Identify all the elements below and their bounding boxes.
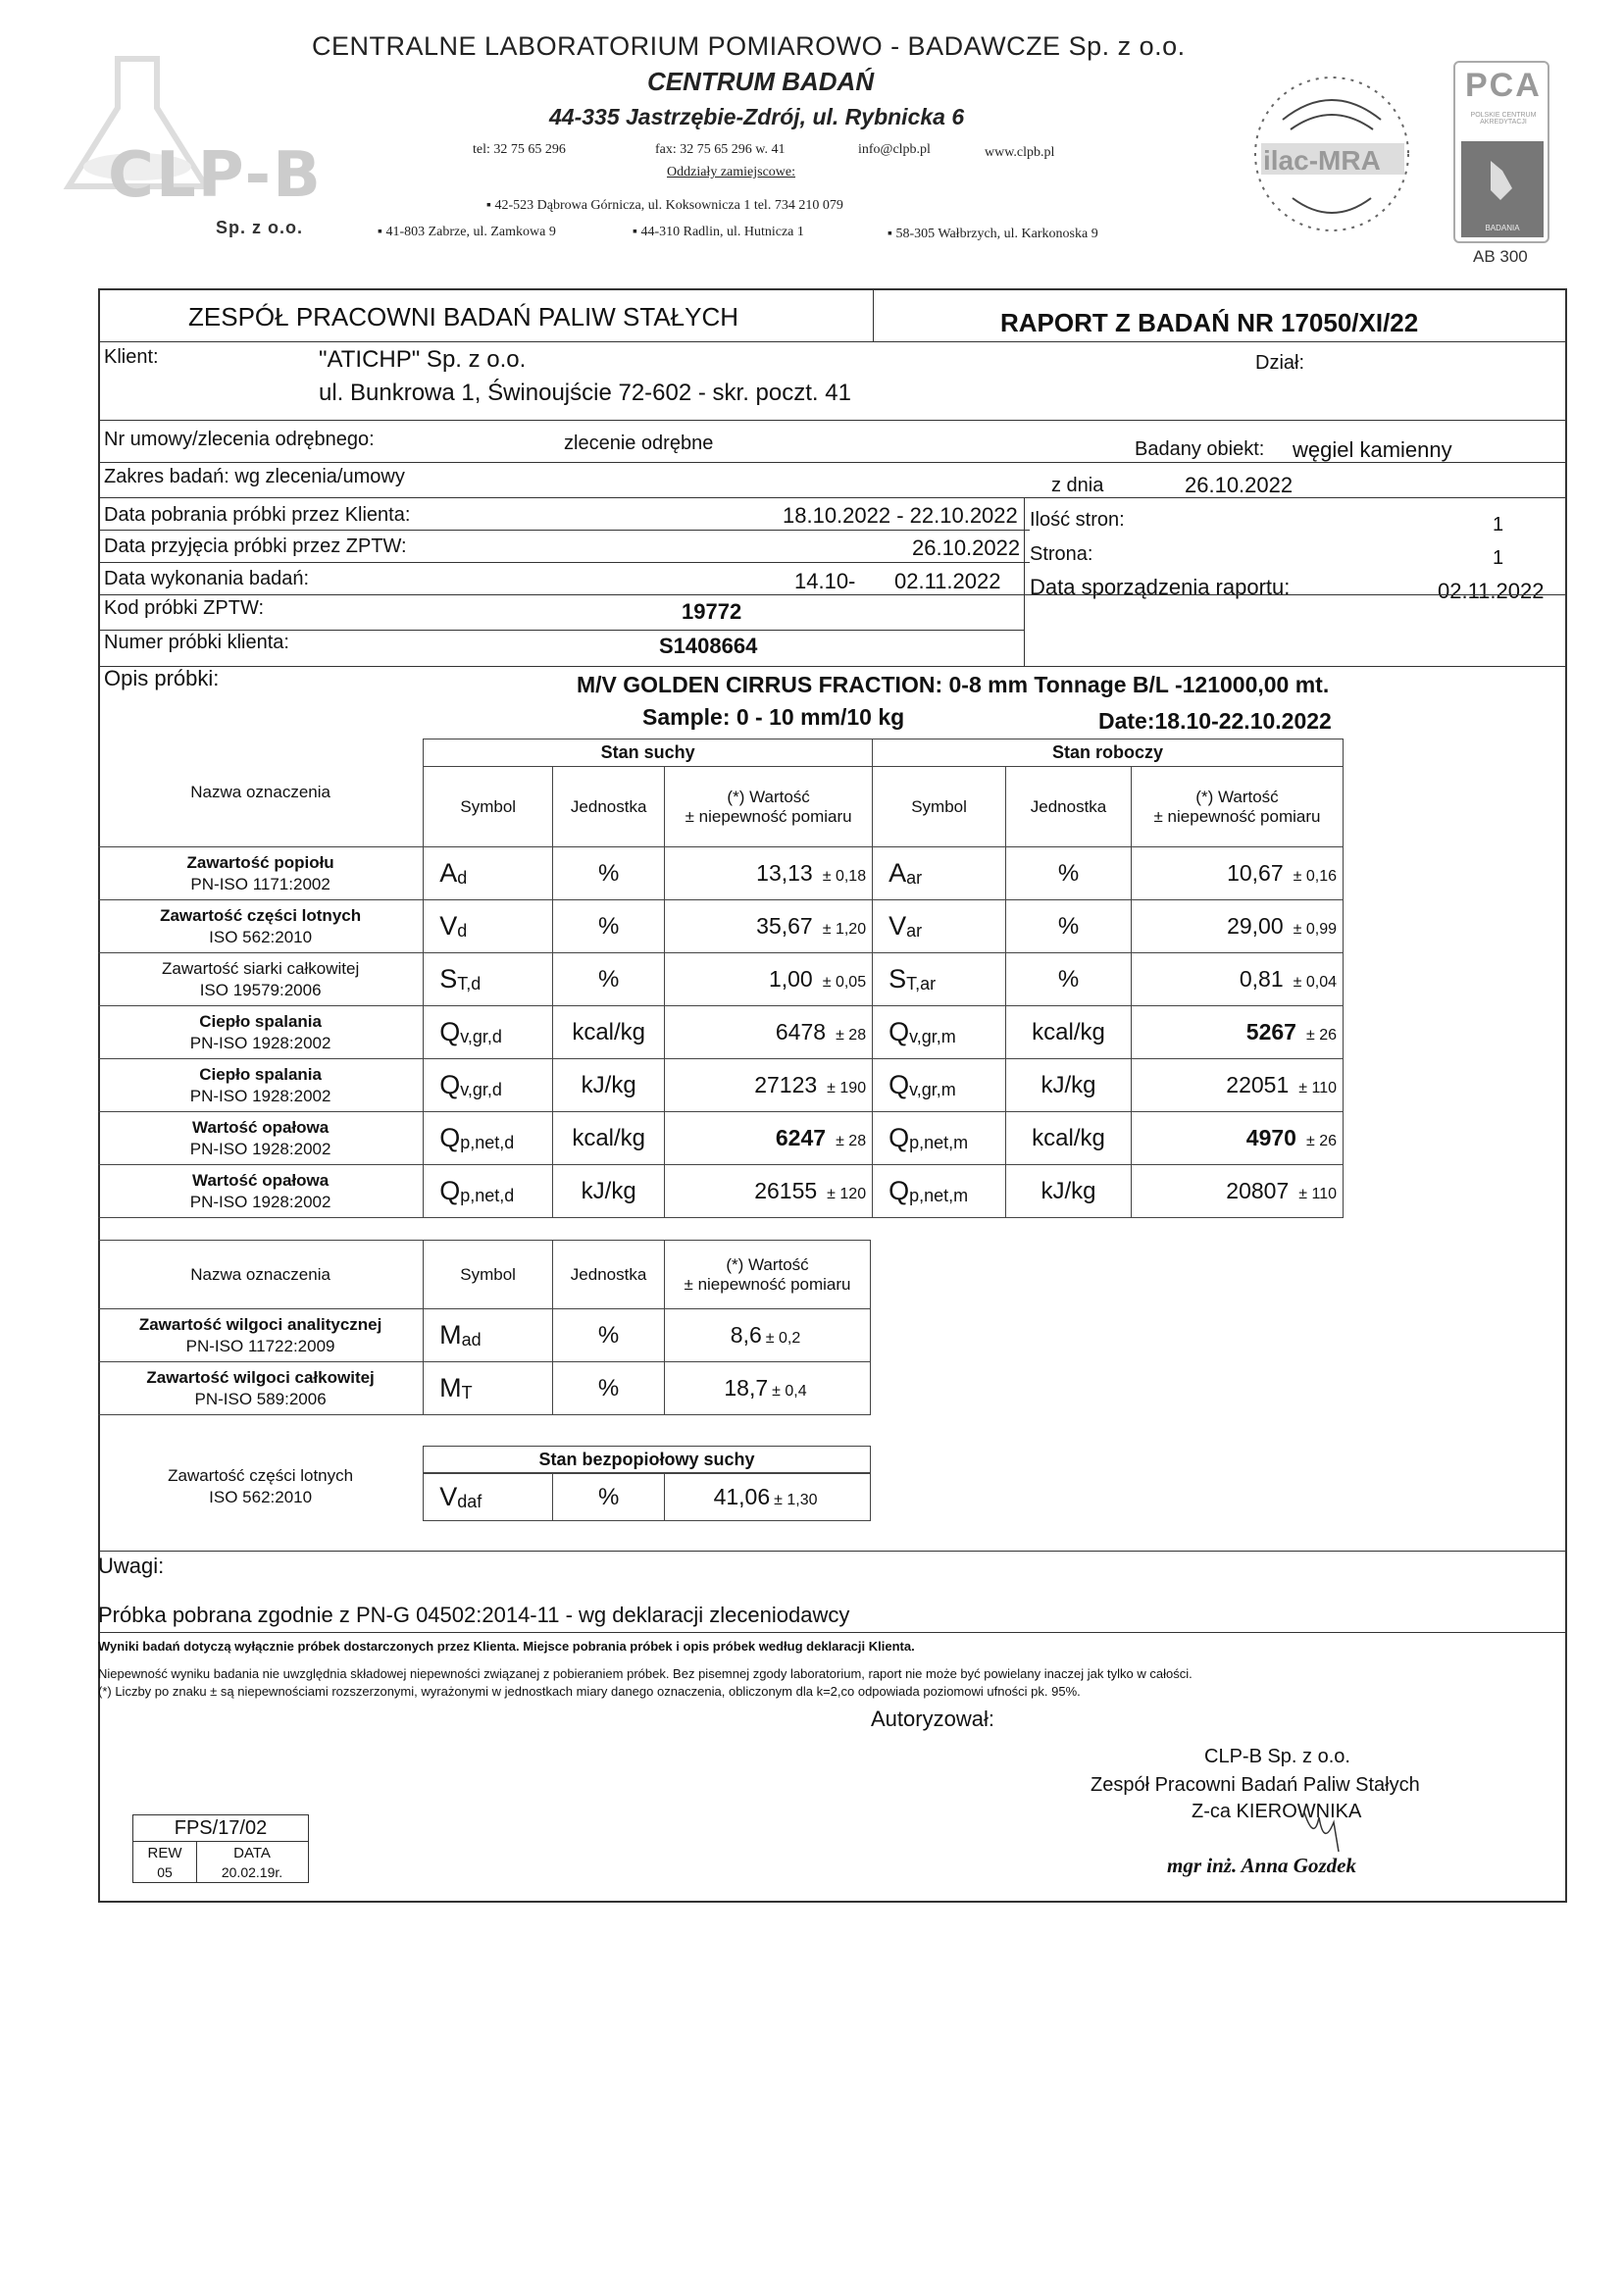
symbol: A bbox=[439, 858, 458, 888]
unit-cell: kJ/kg bbox=[1006, 1165, 1132, 1218]
value-header-line-2: ± niepewność pomiaru bbox=[1153, 806, 1321, 826]
disclaimer-3: (*) Liczby po znaku ± są niepewnościami rozszerzonymi, wyrażonymi w jednostkach miary danego oznaczenia, obliczonym dla k=2,co odpowiada poziomowi ufności pk. 95%. bbox=[98, 1684, 1081, 1699]
uncertainty: ± 1,30 bbox=[774, 1492, 818, 1508]
value-header bbox=[1131, 767, 1343, 847]
pca-text: PCA bbox=[1465, 67, 1542, 104]
branches-label: Oddziały zamiejscowe: bbox=[667, 165, 796, 179]
letterhead bbox=[0, 0, 1624, 275]
symbol: V bbox=[888, 911, 907, 941]
symbol-cell bbox=[424, 1059, 553, 1112]
company-web: www.clpb.pl bbox=[985, 145, 1055, 160]
row-name-cell bbox=[98, 1006, 424, 1059]
symbol-header: Symbol bbox=[424, 767, 553, 847]
data-value: 20.02.19r. bbox=[221, 1864, 283, 1880]
value-header-line-2: ± niepewność pomiaru bbox=[684, 1274, 851, 1294]
symbol-cell bbox=[424, 1006, 553, 1059]
value-header bbox=[665, 767, 873, 847]
symbol: M bbox=[439, 1373, 462, 1402]
symbol-sub: d bbox=[457, 868, 468, 888]
signature-line-2: Zespół Pracowni Badań Paliw Stałych bbox=[1091, 1774, 1420, 1796]
received-label: Data przyjęcia próbki przez ZPTW: bbox=[104, 535, 407, 557]
row-standard: PN-ISO 589:2006 bbox=[194, 1389, 327, 1408]
symbol: Q bbox=[439, 1070, 461, 1099]
value-cell bbox=[665, 847, 873, 900]
symbol: V bbox=[439, 911, 458, 941]
table-row bbox=[98, 1112, 1344, 1165]
symbol-sub: v,gr,m bbox=[909, 1027, 956, 1046]
value-cell bbox=[665, 1165, 873, 1218]
uncertainty: ± 26 bbox=[1305, 1027, 1337, 1044]
symbol-cell bbox=[873, 1165, 1006, 1218]
row-standard: ISO 19579:2006 bbox=[199, 980, 322, 999]
form-code-box bbox=[132, 1814, 309, 1883]
col-name-header: Nazwa oznaczenia bbox=[98, 739, 424, 847]
row-name-cell bbox=[98, 1466, 424, 1521]
symbol-sub: T,ar bbox=[906, 974, 937, 994]
value: 13,13 bbox=[756, 860, 813, 886]
unit-cell: % bbox=[1006, 847, 1132, 900]
table-row bbox=[98, 847, 1344, 900]
unit-cell: kcal/kg bbox=[1006, 1112, 1132, 1165]
value-header-line-1: (*) Wartość bbox=[726, 1254, 809, 1274]
divider bbox=[98, 420, 1567, 421]
table-row bbox=[98, 953, 1344, 1006]
value-cell bbox=[1131, 1006, 1343, 1059]
unit-cell: kJ/kg bbox=[553, 1165, 665, 1218]
z-dnia-value: 26.10.2022 bbox=[1185, 473, 1294, 497]
desc-line-2a: Sample: 0 - 10 mm/10 kg bbox=[642, 704, 905, 730]
table-row bbox=[98, 1362, 871, 1415]
symbol-cell bbox=[873, 1059, 1006, 1112]
symbol-sub: p,net,d bbox=[460, 1186, 515, 1205]
uncertainty: ± 190 bbox=[827, 1080, 867, 1096]
logo-text: CLP-B bbox=[108, 139, 323, 212]
table-row bbox=[98, 1006, 1344, 1059]
row-name: Zawartość części lotnych bbox=[168, 1466, 354, 1486]
symbol: Q bbox=[888, 1176, 910, 1205]
value-header-line-1: (*) Wartość bbox=[1195, 787, 1279, 806]
row-name: Zawartość wilgoci analitycznej bbox=[138, 1315, 382, 1335]
code-value: 19772 bbox=[682, 599, 742, 624]
symbol-cell bbox=[424, 1309, 553, 1362]
company-email: info@clpb.pl bbox=[858, 142, 931, 157]
report-date-value: 02.11.2022 bbox=[1438, 579, 1545, 603]
tests-to: 02.11.2022 bbox=[894, 569, 1001, 593]
client-label: Klient: bbox=[104, 346, 159, 368]
row-standard: ISO 562:2010 bbox=[209, 1487, 313, 1506]
form-code: FPS/17/02 bbox=[174, 1817, 268, 1839]
unit-cell: % bbox=[553, 1474, 665, 1521]
row-standard: PN-ISO 1928:2002 bbox=[189, 1192, 331, 1211]
sampling-value: 18.10.2022 - 22.10.2022 bbox=[783, 503, 1018, 528]
moisture-table bbox=[98, 1240, 871, 1415]
desc-line-2b: Date:18.10-22.10.2022 bbox=[1098, 708, 1332, 734]
value-cell bbox=[1131, 847, 1343, 900]
row-name-cell bbox=[98, 1165, 424, 1218]
pca-small-text: POLSKIE CENTRUM AKREDYTACJI bbox=[1470, 112, 1537, 126]
row-name-cell bbox=[98, 1112, 424, 1165]
divider bbox=[98, 562, 1030, 563]
uncertainty: ± 0,2 bbox=[765, 1330, 801, 1347]
symbol-sub: v,gr,m bbox=[909, 1080, 956, 1099]
report-title: RAPORT Z BADAŃ NR 17050/XI/22 bbox=[1000, 308, 1419, 337]
client-no-value: S1408664 bbox=[659, 634, 758, 658]
handwritten-signature-icon bbox=[1294, 1803, 1353, 1861]
code-label: Kod próbki ZPTW: bbox=[104, 597, 265, 619]
value-cell bbox=[1131, 1059, 1343, 1112]
unit-cell: % bbox=[553, 1309, 665, 1362]
value-cell bbox=[665, 1474, 871, 1521]
uncertainty: ± 0,16 bbox=[1293, 868, 1337, 885]
uncertainty: ± 0,99 bbox=[1293, 921, 1337, 938]
disclaimer-1: Wyniki badań dotyczą wyłącznie próbek dostarczonych przez Klienta. Miejsce pobrania próbek i opis próbek według deklaracji Klienta. bbox=[98, 1639, 915, 1654]
desc-label: Opis próbki: bbox=[104, 666, 220, 690]
row-name-cell bbox=[98, 847, 424, 900]
value-cell bbox=[1131, 1112, 1343, 1165]
unit-cell: % bbox=[1006, 900, 1132, 953]
symbol: S bbox=[888, 964, 907, 994]
symbol-sub: ad bbox=[461, 1330, 482, 1350]
symbol-cell bbox=[873, 900, 1006, 953]
symbol-cell bbox=[873, 953, 1006, 1006]
notes-label: Uwagi: bbox=[98, 1554, 165, 1578]
symbol-sub: T,d bbox=[457, 974, 482, 994]
unit-header: Jednostka bbox=[553, 767, 665, 847]
row-standard: PN-ISO 1928:2002 bbox=[189, 1086, 331, 1105]
value: 6247 bbox=[775, 1125, 827, 1150]
data-label: DATA bbox=[233, 1845, 271, 1861]
value-cell bbox=[665, 900, 873, 953]
uncertainty: ± 28 bbox=[836, 1027, 867, 1044]
value-cell bbox=[665, 1362, 871, 1415]
value: 20807 bbox=[1226, 1178, 1290, 1203]
value: 8,6 bbox=[730, 1322, 762, 1348]
company-tel: tel: 32 75 65 296 bbox=[473, 142, 566, 157]
uncertainty: ± 0,05 bbox=[822, 974, 867, 991]
unit-cell: kcal/kg bbox=[553, 1112, 665, 1165]
uncertainty: ± 110 bbox=[1298, 1080, 1337, 1096]
page-value: 1 bbox=[1493, 547, 1504, 569]
value-header-line-2: ± niepewność pomiaru bbox=[685, 806, 852, 826]
uncertainty: ± 110 bbox=[1298, 1186, 1337, 1202]
unit-cell: % bbox=[1006, 953, 1132, 1006]
client-address: ul. Bunkrowa 1, Świnoujście 72-602 - skr. poczt. 41 bbox=[319, 380, 851, 406]
value-cell bbox=[665, 1112, 873, 1165]
row-name: Zawartość części lotnych bbox=[160, 906, 362, 926]
symbol: M bbox=[439, 1320, 462, 1350]
symbol-sub: p,net,m bbox=[909, 1133, 969, 1152]
value-cell bbox=[1131, 1165, 1343, 1218]
contract-value: zlecenie odrębne bbox=[564, 433, 714, 454]
table-row bbox=[98, 1474, 871, 1521]
table-row bbox=[98, 1309, 871, 1362]
unit-cell: % bbox=[553, 1362, 665, 1415]
symbol-cell bbox=[424, 847, 553, 900]
divider bbox=[98, 630, 1024, 631]
unit-cell: kJ/kg bbox=[553, 1059, 665, 1112]
table-row bbox=[98, 1165, 1344, 1218]
disclaimer-2: Niepewność wyniku badania nie uwzględnia składowej niepewności związanej z pobieraniem próbek. Bez pisemnej zgody laboratorium, raport nie może być powielany inaczej jak tylko w całości. bbox=[98, 1666, 1193, 1681]
dry-state-header: Stan suchy bbox=[424, 739, 873, 767]
desc-line-1: M/V GOLDEN CIRRUS FRACTION: 0-8 mm Tonnage B/L -121000,00 mt. bbox=[577, 672, 1330, 697]
row-name: Ciepło spalania bbox=[199, 1065, 322, 1085]
symbol-cell bbox=[424, 1112, 553, 1165]
company-fax: fax: 32 75 65 296 w. 41 bbox=[655, 142, 786, 157]
ilac-text: ilac-MRA bbox=[1263, 145, 1381, 176]
value: 0,81 bbox=[1239, 966, 1284, 992]
value-cell bbox=[1131, 900, 1343, 953]
unit-cell: % bbox=[553, 900, 665, 953]
divider bbox=[98, 1551, 1567, 1552]
value-cell bbox=[1131, 953, 1343, 1006]
symbol-sub: p,net,m bbox=[909, 1186, 969, 1205]
value-header bbox=[665, 1241, 871, 1309]
symbol-cell bbox=[424, 900, 553, 953]
sampling-label: Data pobrania próbki przez Klienta: bbox=[104, 504, 411, 526]
authorized-label: Autoryzował: bbox=[871, 1707, 994, 1731]
symbol: Q bbox=[888, 1017, 910, 1046]
pca-badania: BADANIA bbox=[1485, 224, 1520, 232]
table-row bbox=[98, 1059, 1344, 1112]
client-name: "ATICHP" Sp. z o.o. bbox=[319, 346, 527, 373]
results-table bbox=[98, 739, 1344, 1218]
divider bbox=[98, 497, 1567, 498]
page-label: Strona: bbox=[1030, 543, 1093, 565]
row-name: Wartość opałowa bbox=[192, 1118, 330, 1138]
value-cell bbox=[665, 1006, 873, 1059]
row-name: Zawartość siarki całkowitej bbox=[162, 959, 360, 979]
ilac-mra-stamp bbox=[1243, 61, 1420, 247]
working-state-header: Stan roboczy bbox=[873, 739, 1344, 767]
value: 41,06 bbox=[713, 1484, 771, 1509]
pages-label: Ilość stron: bbox=[1030, 509, 1125, 531]
value: 4970 bbox=[1245, 1125, 1296, 1150]
tests-from: 14.10- bbox=[794, 569, 856, 593]
row-name-cell bbox=[98, 953, 424, 1006]
uncertainty: ± 1,20 bbox=[822, 921, 867, 938]
value-cell bbox=[665, 1309, 871, 1362]
row-name-cell bbox=[98, 900, 424, 953]
symbol-cell bbox=[424, 1165, 553, 1218]
branch-3: ▪ 44-310 Radlin, ul. Hutnicza 1 bbox=[633, 225, 804, 239]
row-name-cell bbox=[98, 1362, 424, 1415]
symbol-sub: d bbox=[457, 921, 468, 941]
received-value: 26.10.2022 bbox=[912, 535, 1021, 560]
uncertainty: ± 28 bbox=[836, 1133, 867, 1149]
dzial-label: Dział: bbox=[1255, 352, 1305, 374]
divider bbox=[873, 288, 874, 341]
symbol-sub: daf bbox=[457, 1492, 482, 1511]
value: 35,67 bbox=[756, 913, 813, 939]
symbol: Q bbox=[439, 1017, 461, 1046]
symbol: Q bbox=[439, 1123, 461, 1152]
signature-line-1: CLP-B Sp. z o.o. bbox=[1204, 1746, 1350, 1767]
symbol-sub: T bbox=[461, 1383, 473, 1402]
row-standard: PN-ISO 1928:2002 bbox=[189, 1139, 331, 1158]
row-standard: PN-ISO 11722:2009 bbox=[185, 1336, 335, 1355]
contract-label: Nr umowy/zlecenia odrębnego: bbox=[104, 429, 375, 450]
z-dnia-label: z dnia bbox=[1051, 475, 1104, 496]
signatory-name: mgr inż. Anna Gozdek bbox=[1167, 1854, 1356, 1877]
value-header-line-1: (*) Wartość bbox=[727, 787, 810, 806]
divider bbox=[98, 530, 1030, 531]
symbol-cell bbox=[873, 1006, 1006, 1059]
row-name: Ciepło spalania bbox=[199, 1012, 322, 1032]
uncertainty: ± 26 bbox=[1305, 1133, 1337, 1149]
value: 29,00 bbox=[1227, 913, 1284, 939]
branch-2: ▪ 41-803 Zabrze, ul. Zamkowa 9 bbox=[378, 225, 556, 239]
branch-4: ▪ 58-305 Wałbrzych, ul. Karkonoska 9 bbox=[888, 227, 1098, 241]
tests-label: Data wykonania badań: bbox=[104, 568, 310, 589]
divider bbox=[98, 594, 1567, 595]
divider bbox=[133, 1841, 308, 1842]
symbol-cell bbox=[873, 847, 1006, 900]
unit-header: Jednostka bbox=[553, 1241, 665, 1309]
unit-header: Jednostka bbox=[1006, 767, 1132, 847]
pages-value: 1 bbox=[1493, 514, 1504, 535]
uncertainty: ± 0,18 bbox=[822, 868, 867, 885]
object-value: węgiel kamienny bbox=[1293, 437, 1452, 462]
signature-line-3: Z-ca KIEROWNIKA bbox=[1192, 1801, 1362, 1822]
row-name: Wartość opałowa bbox=[192, 1171, 330, 1191]
value: 1,00 bbox=[768, 966, 813, 992]
unit-cell: kJ/kg bbox=[1006, 1059, 1132, 1112]
symbol-header: Symbol bbox=[424, 1241, 553, 1309]
symbol-cell bbox=[873, 1112, 1006, 1165]
divider bbox=[98, 462, 1567, 463]
report-date-label: Data sporządzenia raportu: bbox=[1030, 575, 1291, 599]
symbol-header: Symbol bbox=[873, 767, 1006, 847]
company-address: 44-335 Jastrzębie-Zdrój, ul. Rybnicka 6 bbox=[549, 104, 965, 129]
uncertainty: ± 120 bbox=[827, 1186, 867, 1202]
symbol: V bbox=[439, 1482, 458, 1511]
value-cell bbox=[665, 953, 873, 1006]
daf-state-header: Stan bezpopiołowy suchy bbox=[423, 1446, 871, 1473]
symbol-cell bbox=[424, 953, 553, 1006]
row-name: Zawartość wilgoci całkowitej bbox=[146, 1368, 375, 1388]
clpb-logo bbox=[39, 49, 353, 245]
value: 18,7 bbox=[724, 1375, 769, 1401]
divider bbox=[98, 341, 1567, 342]
pca-grey-block bbox=[1461, 141, 1544, 237]
unit-cell: % bbox=[553, 953, 665, 1006]
unit-cell: kcal/kg bbox=[553, 1006, 665, 1059]
unit-cell: % bbox=[553, 847, 665, 900]
rew-label: REW bbox=[147, 1845, 182, 1861]
row-name-cell bbox=[98, 1309, 424, 1362]
symbol-sub: v,gr,d bbox=[460, 1080, 502, 1099]
value: 5267 bbox=[1245, 1019, 1296, 1045]
department-title: ZESPÓŁ PRACOWNI BADAŃ PALIW STAŁYCH bbox=[188, 302, 739, 331]
symbol: Q bbox=[888, 1123, 910, 1152]
divider bbox=[98, 1632, 1567, 1633]
object-label: Badany obiekt: bbox=[1135, 438, 1265, 460]
value: 6478 bbox=[775, 1019, 827, 1045]
logo-subtext: Sp. z o.o. bbox=[216, 218, 303, 237]
ab-number: AB 300 bbox=[1473, 247, 1528, 266]
division-name: CENTRUM BADAŃ bbox=[647, 67, 875, 96]
symbol: Q bbox=[439, 1176, 461, 1205]
row-standard: PN-ISO 1928:2002 bbox=[189, 1033, 331, 1052]
symbol: S bbox=[439, 964, 458, 994]
table-row bbox=[98, 900, 1344, 953]
value-cell bbox=[665, 1059, 873, 1112]
row-name-cell bbox=[98, 1059, 424, 1112]
pca-logo bbox=[1453, 61, 1549, 243]
symbol-cell bbox=[424, 1474, 553, 1521]
symbol: Q bbox=[888, 1070, 910, 1099]
unit-cell: kcal/kg bbox=[1006, 1006, 1132, 1059]
value: 26155 bbox=[754, 1178, 818, 1203]
row-standard: ISO 562:2010 bbox=[209, 927, 313, 946]
client-no-label: Numer próbki klienta: bbox=[104, 632, 289, 653]
row-standard: PN-ISO 1171:2002 bbox=[190, 874, 330, 893]
company-name: CENTRALNE LABORATORIUM POMIAROWO - BADAWCZE Sp. z o.o. bbox=[312, 31, 1186, 61]
symbol-sub: ar bbox=[906, 868, 923, 888]
rew-value: 05 bbox=[157, 1864, 173, 1880]
uncertainty: ± 0,4 bbox=[772, 1383, 807, 1400]
notes-text: Próbka pobrana zgodnie z PN-G 04502:2014-11 - wg deklaracji zleceniodawcy bbox=[98, 1603, 850, 1627]
symbol-sub: v,gr,d bbox=[460, 1027, 502, 1046]
value: 10,67 bbox=[1227, 860, 1284, 886]
divider bbox=[98, 666, 1567, 667]
symbol-sub: p,net,d bbox=[460, 1133, 515, 1152]
scope-label: Zakres badań: wg zlecenia/umowy bbox=[104, 466, 405, 487]
daf-table bbox=[98, 1466, 871, 1521]
branch-1: ▪ 42-523 Dąbrowa Górnicza, ul. Koksownicza 1 tel. 734 210 079 bbox=[486, 198, 843, 213]
divider bbox=[1024, 497, 1025, 666]
symbol-cell bbox=[424, 1362, 553, 1415]
col-name-header: Nazwa oznaczenia bbox=[98, 1241, 424, 1309]
value: 22051 bbox=[1226, 1072, 1290, 1097]
symbol-sub: ar bbox=[906, 921, 923, 941]
symbol: A bbox=[888, 858, 907, 888]
row-name: Zawartość popiołu bbox=[186, 853, 334, 873]
pca-emblem-icon bbox=[1461, 141, 1544, 220]
uncertainty: ± 0,04 bbox=[1293, 974, 1337, 991]
value: 27123 bbox=[754, 1072, 818, 1097]
